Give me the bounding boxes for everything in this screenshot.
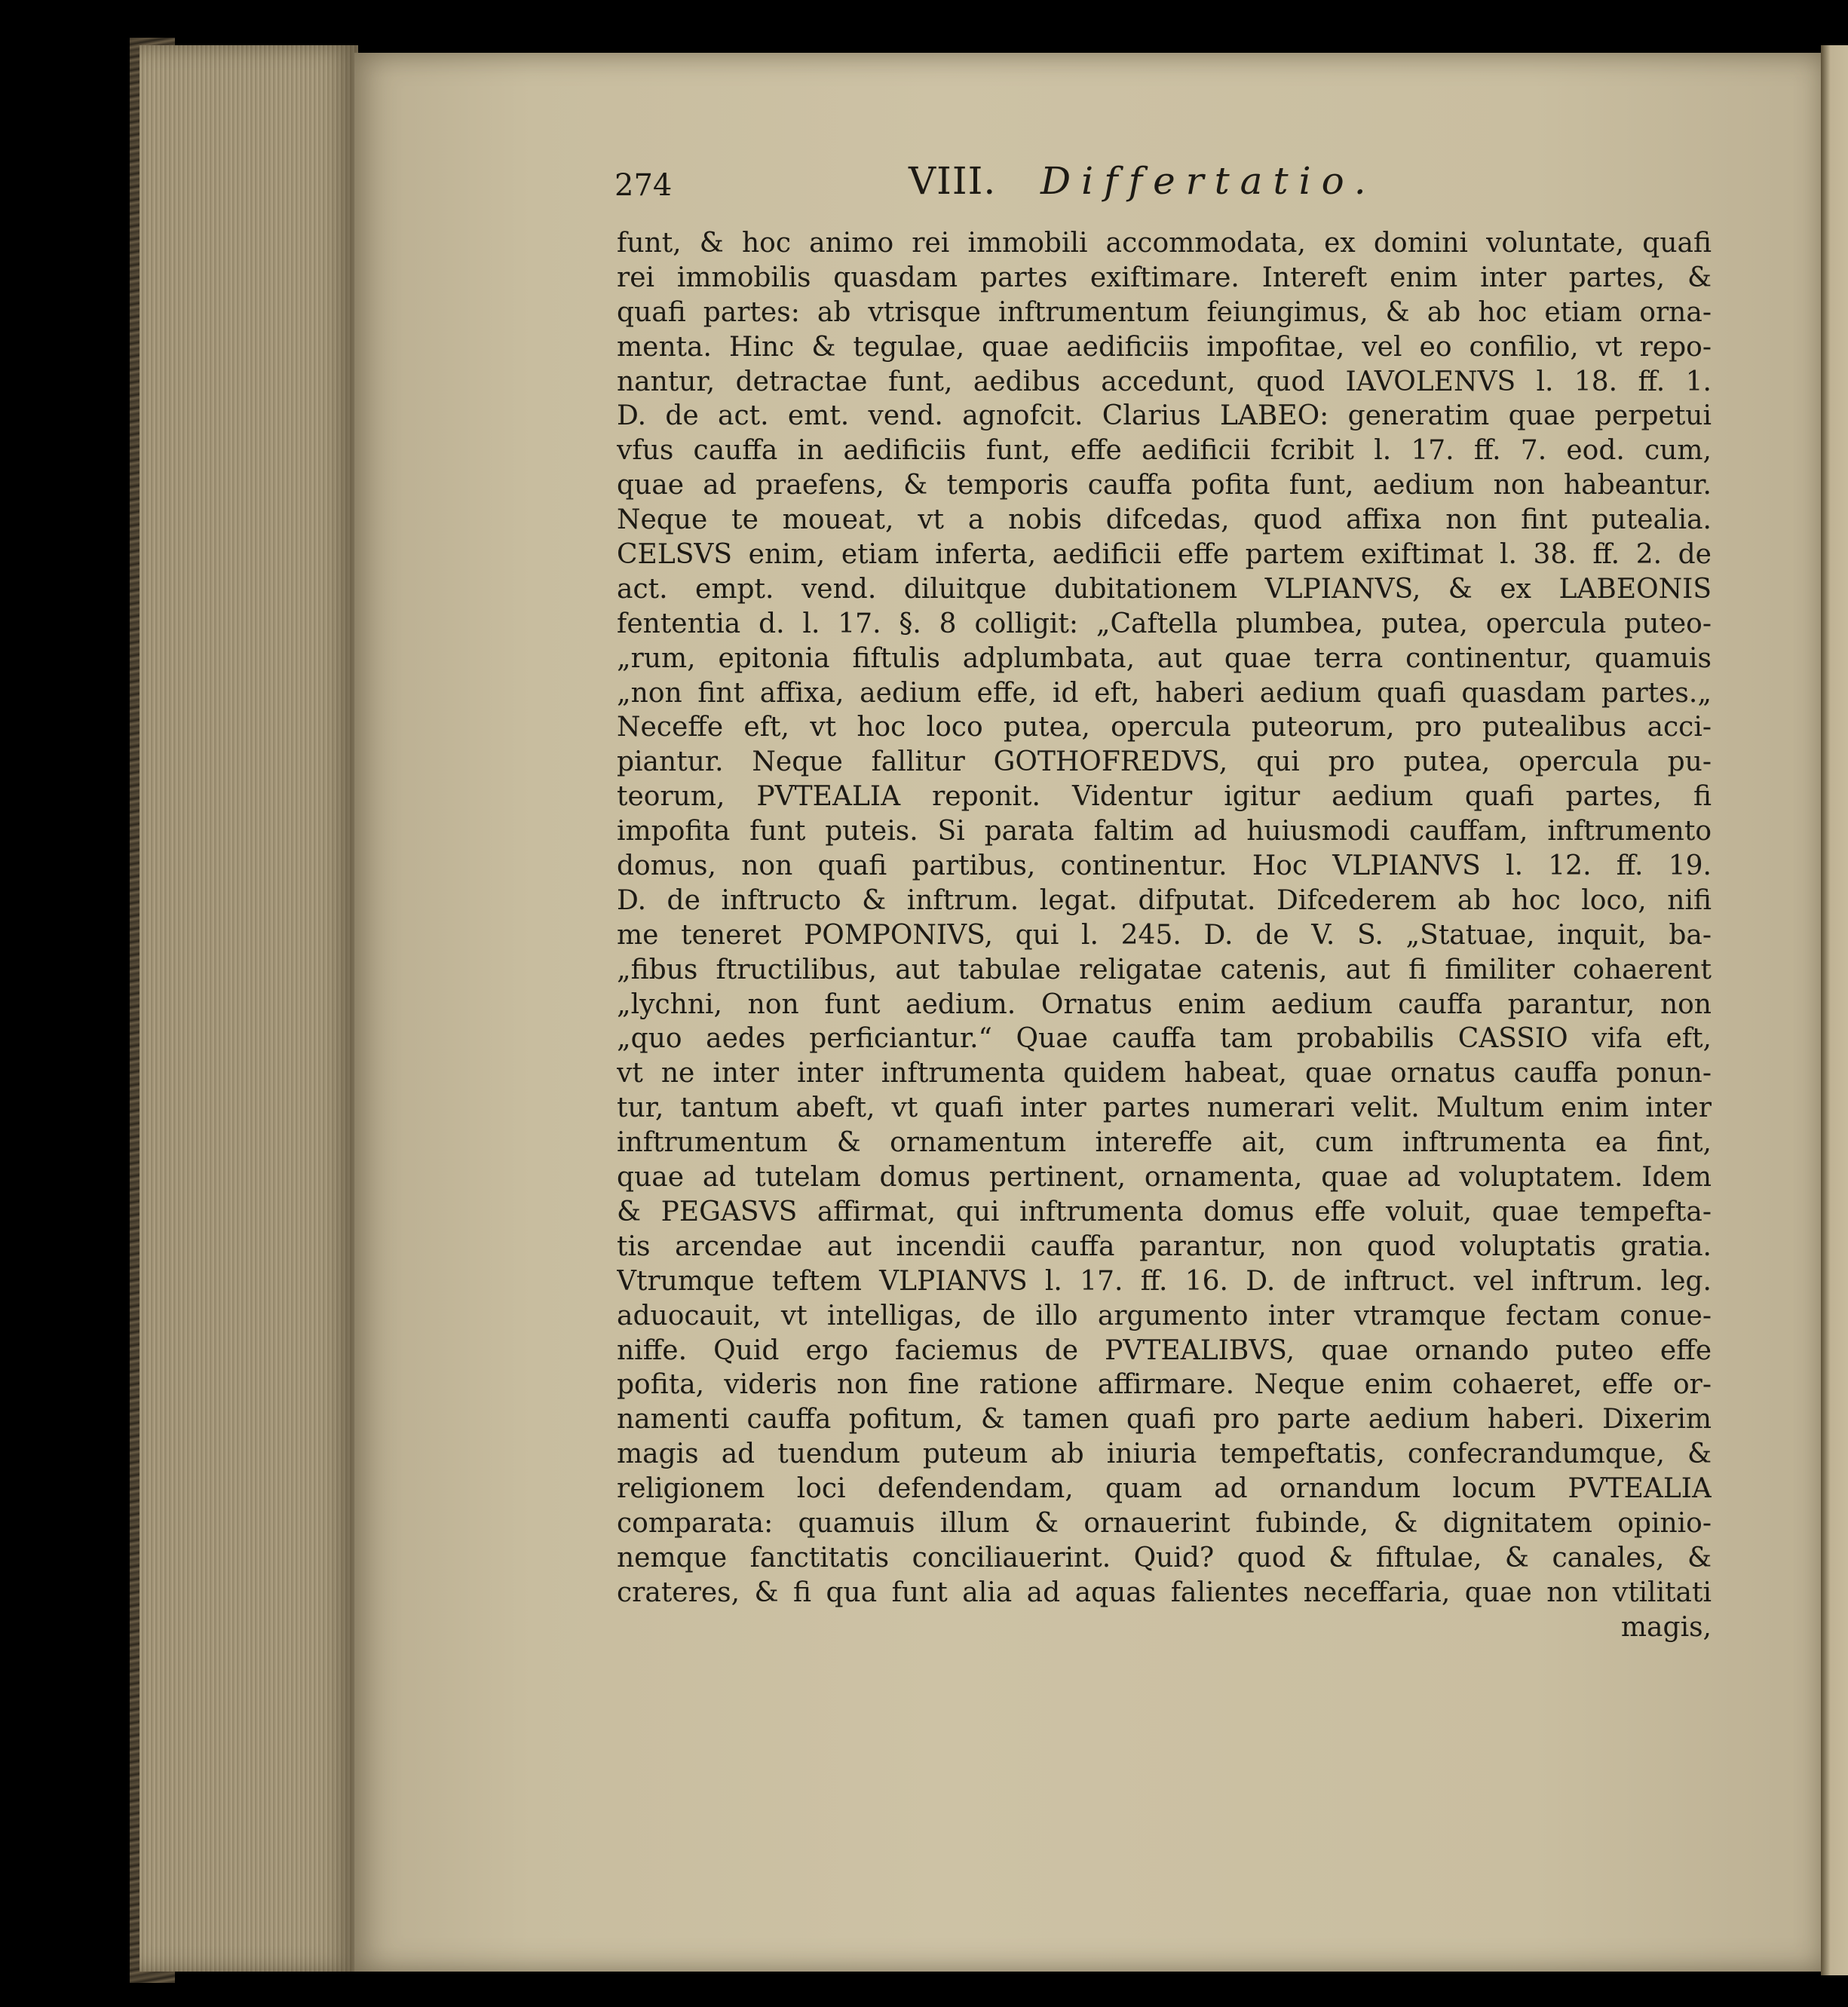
text-line: fententia d. l. 17. §. 8 colligit: „Caftella plumbea, putea, opercula puteo- [617, 608, 1712, 639]
text-line: quae ad tutelam domus pertinent, ornamenta, quae ad voluptatem. Idem [617, 1162, 1712, 1193]
text-line: „quo aedes perficiantur.“ Quae cauffa tam probabilis CASSIO vifa eft, [617, 1023, 1712, 1055]
text-line: aduocauit, vt intelligas, de illo argumento inter vtramque fectam conue- [617, 1300, 1712, 1331]
running-head-roman: VIII. [909, 159, 997, 203]
text-line: tis arcendae aut incendii cauffa parantur, non quod voluptatis gratia. [617, 1230, 1712, 1262]
text-line: „fibus ftructilibus, aut tabulae religatae catenis, aut fi fimiliter cohaerent [617, 954, 1712, 985]
text-line: namenti cauffa pofitum, & tamen quafi pro parte aedium haberi. Dixerim [617, 1404, 1712, 1436]
text-line: Neque te moueat, vt a nobis difcedas, quod affixa non fint putealia. [617, 504, 1712, 536]
text-line: CELSVS enim, etiam inferta, aedificii effe partem exiftimat l. 38. ff. 2. de [617, 539, 1712, 571]
text-line: menta. Hinc & tegulae, quae aedificiis impofitae, vel eo confilio, vt repo- [617, 331, 1712, 363]
text-line: teorum, PVTEALIA reponit. Videntur igitur aedium quafi partes, fi [617, 781, 1712, 813]
text-line: funt, & hoc animo rei immobili accommodata, ex domini voluntate, quafi [617, 228, 1712, 259]
text-line: crateres, & fi qua funt alia ad aquas falientes neceffaria, quae non vtilitati [617, 1576, 1712, 1608]
text-line: „non fint affixa, aedium effe, id eft, haberi aedium quafi quasdam partes.„ [617, 677, 1712, 709]
body-text [617, 226, 1712, 1645]
page-stack [139, 45, 358, 1972]
text-line: nantur, detractae funt, aedibus accedunt, quod IAVOLENVS l. 18. ff. 1. [617, 366, 1712, 397]
text-line: piantur. Neque fallitur GOTHOFREDVS, qui pro putea, opercula pu- [617, 746, 1712, 778]
text-line: pofita, videris non fine ratione affirmare. Neque enim cohaeret, effe or- [617, 1369, 1712, 1401]
text-line: quafi partes: ab vtrisque inftrumentum feiungimus, & ab hoc etiam orna- [617, 296, 1712, 328]
text-line: me teneret POMPONIVS, qui l. 245. D. de V. S. „Statuae, inquit, ba- [617, 919, 1712, 951]
text-line: Vtrumque teftem VLPIANVS l. 17. ff. 16. D. de inftruct. vel inftrum. leg. [617, 1265, 1712, 1297]
text-line: nemque fanctitatis conciliauerint. Quid? quod & fiftulae, & canales, & [617, 1542, 1712, 1573]
text-line: Neceffe eft, vt hoc loco putea, opercula puteorum, pro putealibus acci- [617, 712, 1712, 743]
running-head-title: Differtatio. [1040, 159, 1377, 203]
page-number: 274 [614, 168, 673, 203]
text-line: rei immobilis quasdam partes exiftimare. Intereft enim inter partes, & [617, 262, 1712, 293]
text-line: religionem loci defendendam, quam ad ornandum locum PVTEALIA [617, 1473, 1712, 1505]
text-line: comparata: quamuis illum & ornauerint fubinde, & dignitatem opinio- [617, 1507, 1712, 1539]
text-line: domus, non quafi partibus, continentur. Hoc VLPIANVS l. 12. ff. 19. [617, 850, 1712, 882]
text-line: vt ne inter inter inftrumenta quidem habeat, quae ornatus cauffa ponun- [617, 1058, 1712, 1089]
text-line: „rum, epitonia fiftulis adplumbata, aut quae terra continentur, quamuis [617, 642, 1712, 674]
text-line: D. de act. emt. vend. agnofcit. Clarius LABEO: generatim quae perpetui [617, 400, 1712, 432]
next-page-edge [1821, 45, 1848, 1975]
text-line: quae ad praefens, & temporis cauffa pofita funt, aedium non habeantur. [617, 470, 1712, 501]
text-line: & PEGASVS affirmat, qui inftrumenta domus effe voluit, quae tempefta- [617, 1196, 1712, 1227]
catchword: magis, [1620, 1611, 1712, 1643]
text-line: magis ad tuendum puteum ab iniuria tempeftatis, confecrandumque, & [617, 1439, 1712, 1470]
text-line: act. empt. vend. diluitque dubitationem VLPIANVS, & ex LABEONIS [617, 573, 1712, 605]
text-line: „lychni, non funt aedium. Ornatus enim aedium cauffa parantur, non [617, 988, 1712, 1020]
text-line: inftrumentum & ornamentum intereffe ait, cum inftrumenta ea fint, [617, 1127, 1712, 1159]
text-line: vfus cauffa in aedificiis funt, effe aedificii fcribit l. 17. ff. 7. eod. cum, [617, 435, 1712, 467]
text-line: tur, tantum abeft, vt quafi inter partes numerari velit. Multum enim inter [617, 1092, 1712, 1124]
running-head [614, 155, 1715, 207]
text-line: impofita funt puteis. Si parata faltim ad huiusmodi cauffam, inftrumento [617, 816, 1712, 847]
text-line: niffe. Quid ergo faciemus de PVTEALIBVS, quae ornando puteo effe [617, 1334, 1712, 1366]
text-line: D. de inftructo & inftrum. legat. difputat. Difcederem ab hoc loco, nifi [617, 884, 1712, 916]
